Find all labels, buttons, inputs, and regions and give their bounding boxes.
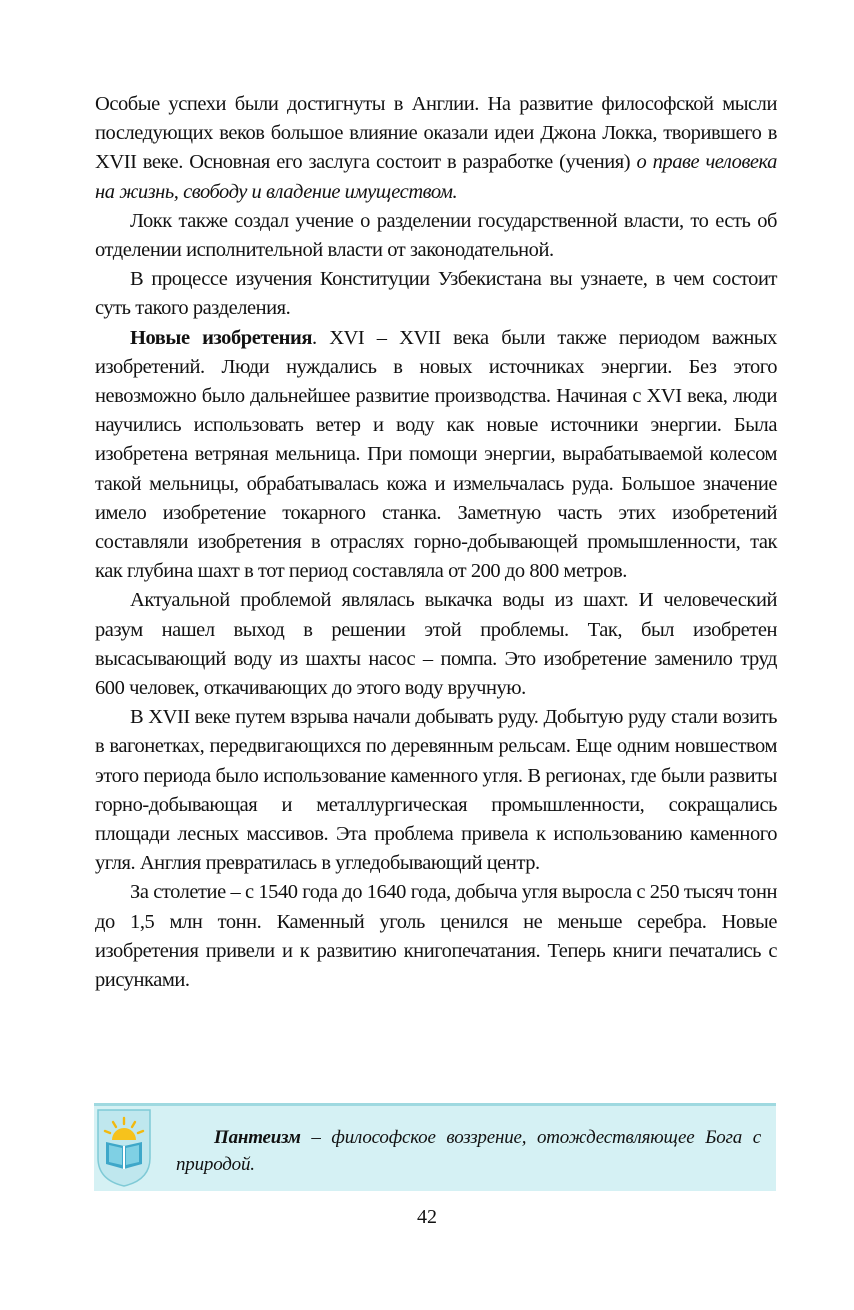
paragraph-constitution: В процессе изучения Конституции Узбекистана вы узнаете, в чем состоит суть такого разделения. (95, 268, 777, 320)
definition-note-box (94, 1103, 776, 1191)
paragraph-coal: В XVII веке путем взрыва начали добывать руду. Добытую руду стали возить в вагонетках, передвигающихся по деревянным рельсам. Еще одним новшеством этого периода было использование каменного угля. В регионах, где были развиты горно-добывающая и металлургическая промышленности, сокращались площади лесных массивов. Эта проблема привела к использованию каменного угля. Англия превратилась в угледобывающий центр. (95, 706, 777, 875)
definition-term: Пантеизм (214, 1127, 301, 1148)
paragraph-inventions (95, 324, 777, 587)
paragraph-locke (95, 90, 777, 207)
paragraph-separation-of-powers: Локк также создал учение о разделении государственной власти, то есть об отделении исполнительной власти от законодательной. (95, 209, 777, 262)
book-icon (94, 1104, 154, 1188)
main-text (95, 90, 777, 995)
paragraph-locke-text: Особые успехи были достигнуты в Англии. На развитие философской мысли последующих веков большое влияние оказали идеи Джона Локка, творившего в XVII веке. Основная его заслуга состоит в разработке (учения) (95, 93, 777, 174)
definition-text (176, 1124, 761, 1178)
paragraph-pump: Актуальной проблемой являлась выкачка воды из шахт. И человеческий разум нашел выход в решении этой проблемы. Так, был изобретен высасывающий воду из шахты насос – помпа. Это изобретение заменило труд 600 человек, откачивающих до этого воду вручную. (95, 589, 777, 700)
paragraph-locke-italic: о праве человека на жизнь, свободу и владение имуществом. (95, 151, 777, 203)
paragraph-coal-production: За столетие – с 1540 года до 1640 года, добыча угля выросла с 250 тысяч тонн до 1,5 млн тонн. Каменный уголь ценился не меньше серебра. Новые изобретения привели и к развитию книгопечатания. Теперь книги печатались с рисунками. (95, 881, 777, 992)
definition-body: – философское воззрение, отождествляющее Бога с природой. (176, 1127, 761, 1175)
page-number: 42 (417, 1206, 437, 1228)
paragraph-inventions-text: . XVI – XVII века были также периодом важных изобретений. Люди нуждались в новых источниках энергии. Без этого невозможно было дальнейшее развитие производства. Начиная с XVI века, люди научились использовать ветер и воду как новые источники энергии. Была изобретена ветряная мельница. При помощи энергии, вырабатываемой колесом такой мельницы, обрабатывалась кожа и измельчалась руда. Большое значение имело изобретение токарного станка. Заметную часть этих изобретений составляли изобретения в отраслях горно-добывающей промышленности, так как глубина шахт в тот период составляла от 200 до 800 метров. (95, 326, 777, 583)
section-heading-inventions: Новые изобретения (130, 326, 312, 349)
